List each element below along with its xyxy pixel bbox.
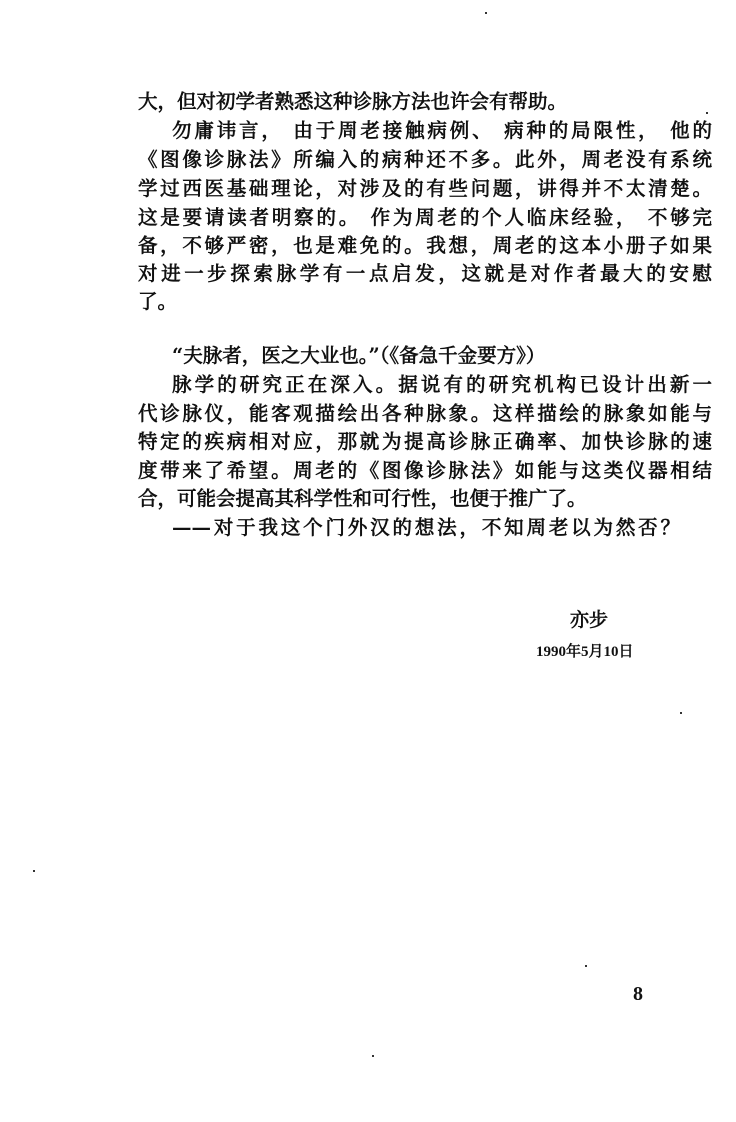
scan-speck [33,870,35,872]
text-line: 备，不够严密，也是难免的。我想，周老的这本小册子如果 [138,234,712,257]
text-line: 脉学的研究正在深入。据说有的研究机构已设计出新一 [172,373,712,396]
scan-speck [585,965,587,967]
text-line: 合，可能会提高其科学性和可行性，也便于推广了。 [138,487,587,510]
signature-date: 1990年5月10日 [536,644,634,660]
scan-speck [680,712,682,714]
author-signature: 亦步 [570,609,609,631]
text-line: 学过西医基础理论，对涉及的有些问题，讲得并不太清楚。 [138,177,712,200]
scan-speck [485,12,487,14]
quote-line: “夫脉者，医之大业也。”（《备急千金要方》） [172,344,546,367]
text-line: 这是要请读者明察的。 作为周老的个人临床经验， 不够完 [138,206,712,229]
page-number: 8 [633,983,643,1005]
scan-speck [372,1055,374,1057]
text-line: 勿庸讳言， 由于周老接触病例、 病种的局限性， 他的 [172,119,712,142]
text-line: 对进一步探索脉学有一点启发，这就是对作者最大的安慰 [138,262,712,285]
text-line: 度带来了希望。周老的《图像诊脉法》如能与这类仪器相结 [138,459,712,482]
text-line: 特定的疾病相对应，那就为提高诊脉正确率、加快诊脉的速 [138,430,712,453]
scan-speck [706,112,708,114]
text-line: 大，但对初学者熟悉这种诊脉方法也许会有帮助。 [138,90,568,113]
text-line: 了。 [138,290,178,313]
text-line: 《图像诊脉法》所编入的病种还不多。此外，周老没有系统 [138,148,712,171]
closing-line: ——对于我这个门外汉的想法，不知周老以为然否？ [172,516,680,539]
text-line: 代诊脉仪，能客观描绘出各种脉象。这样描绘的脉象如能与 [138,402,712,425]
